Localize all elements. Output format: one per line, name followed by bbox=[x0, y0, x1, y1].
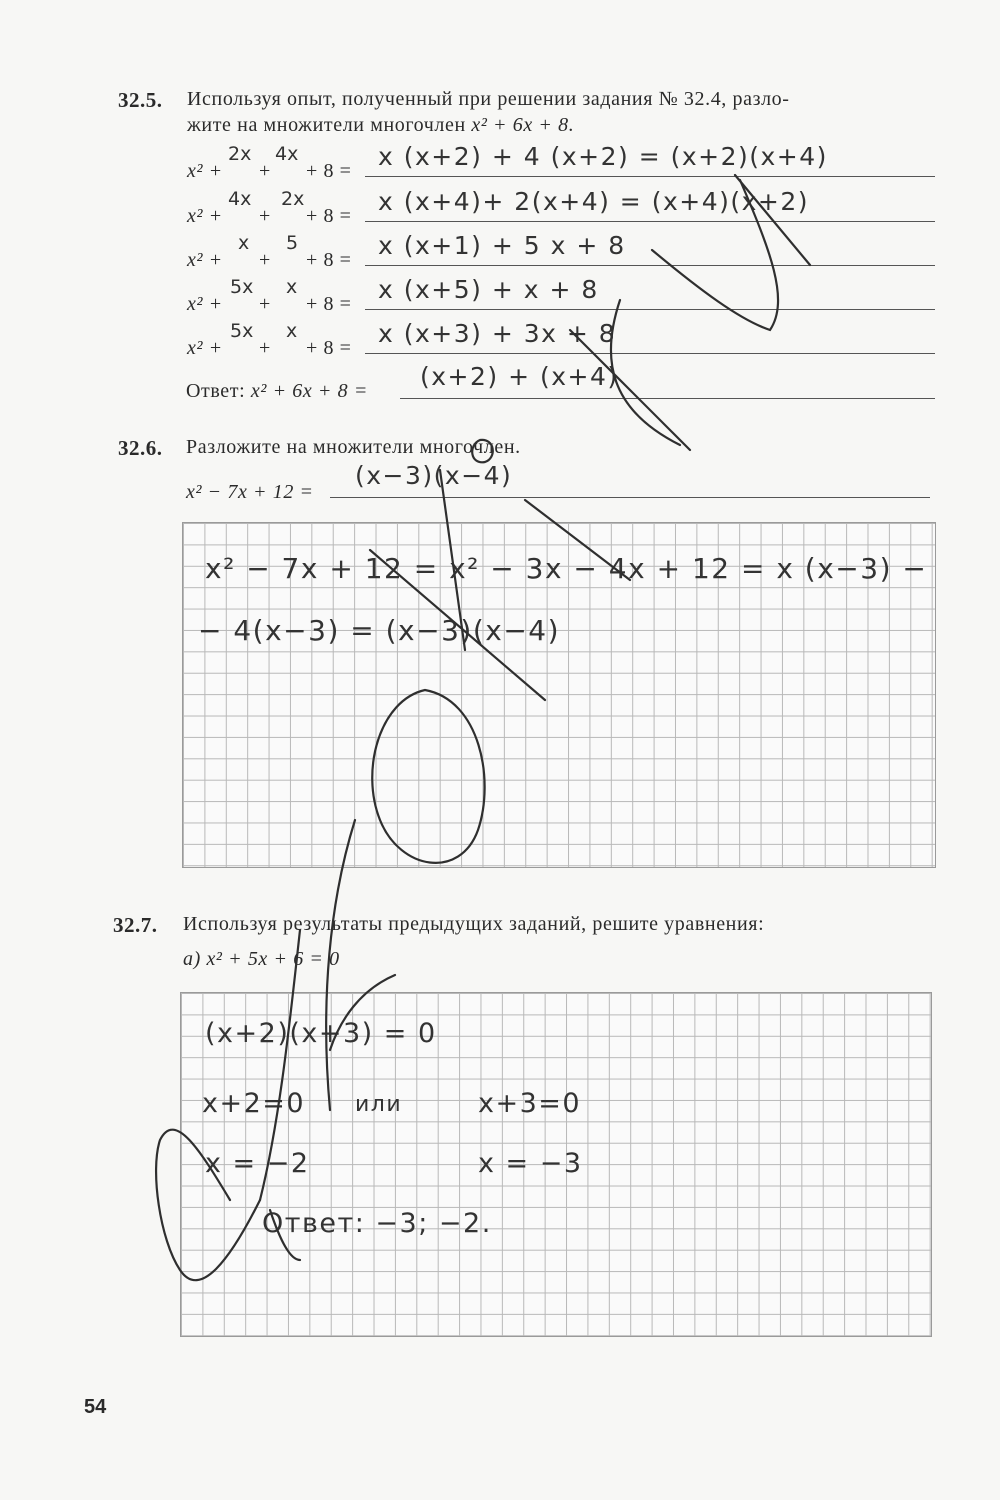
row-plus: + bbox=[259, 205, 271, 227]
answer-polynomial: x² + 6x + 8 = bbox=[250, 380, 368, 402]
task-32-7-answer: Ответ: −3; −2. bbox=[262, 1208, 492, 1239]
row-blank-1: 5x bbox=[230, 320, 254, 342]
row-answer: x (x+4)+ 2(x+4) = (x+4)(x+2) bbox=[378, 187, 810, 216]
row-rhs-end: + 8 = bbox=[306, 337, 352, 359]
task-32-7-sub-a: а) x² + 5x + 6 = 0 bbox=[183, 948, 340, 970]
answer-word: Ответ: bbox=[186, 380, 251, 402]
row-plus: + bbox=[259, 160, 271, 182]
row-answer: x (x+5) + x + 8 bbox=[378, 275, 599, 304]
row-answer: x (x+2) + 4 (x+2) = (x+2)(x+4) bbox=[378, 142, 828, 171]
task-32-6-answer-hand: (x−3)(x−4) bbox=[355, 461, 513, 490]
row-lhs: x² + bbox=[187, 337, 223, 359]
row-blank-1: x bbox=[238, 232, 250, 254]
task-32-5-answer-hand: (x+2) + (x+4) bbox=[420, 362, 619, 391]
row-lhs: x² + bbox=[187, 205, 223, 227]
row-rhs-end: + 8 = bbox=[306, 249, 352, 271]
row-blank-1: 5x bbox=[230, 276, 254, 298]
row-answer: x (x+3) + 3x + 8 bbox=[378, 319, 617, 348]
task-32-7-work-or: или bbox=[355, 1092, 403, 1117]
task-32-6-answer-line bbox=[330, 497, 930, 498]
answer-line bbox=[365, 265, 935, 266]
row-rhs-end: + 8 = bbox=[306, 205, 352, 227]
task-32-5-polynomial: x² + 6x + 8. bbox=[471, 114, 575, 136]
row-blank-2: 5 bbox=[286, 232, 299, 254]
task-32-6-polynomial: x² − 7x + 12 = bbox=[186, 481, 314, 503]
row-blank-1: 2x bbox=[228, 143, 252, 165]
task-32-5-text-line1: Используя опыт, полученный при решении задания № 32.4, разло- bbox=[187, 88, 790, 110]
answer-line bbox=[365, 221, 935, 222]
task-32-7-root-1: x = −2 bbox=[205, 1148, 310, 1179]
task-32-5-text-line2 bbox=[187, 114, 574, 137]
task-number-32-6: 32.6. bbox=[118, 436, 163, 460]
answer-line bbox=[365, 353, 935, 354]
row-plus: + bbox=[259, 337, 271, 359]
row-answer: x (x+1) + 5 x + 8 bbox=[378, 231, 626, 260]
row-blank-1: 4x bbox=[228, 188, 252, 210]
task-32-7-work-x2: x+2=0 bbox=[202, 1088, 306, 1119]
row-blank-2: 4x bbox=[275, 143, 299, 165]
task-32-7-root-2: x = −3 bbox=[478, 1148, 583, 1179]
task-32-5-answer-label bbox=[186, 380, 368, 403]
row-rhs-end: + 8 = bbox=[306, 293, 352, 315]
answer-line bbox=[365, 176, 935, 177]
row-blank-2: x bbox=[286, 276, 298, 298]
row-blank-2: x bbox=[286, 320, 298, 342]
task-32-5-text-prefix: жите на множители многочлен bbox=[187, 114, 472, 136]
row-rhs-end: + 8 = bbox=[306, 160, 352, 182]
row-lhs: x² + bbox=[187, 160, 223, 182]
task-32-7-work-x3: x+3=0 bbox=[478, 1088, 582, 1119]
task-32-6-work-line2: − 4(x−3) = (x−3)(x−4) bbox=[198, 614, 561, 647]
task-32-6-work-line1: x² − 7x + 12 = x² − 3x − 4x + 12 = x (x−3) − bbox=[205, 552, 928, 585]
task-number-32-5: 32.5. bbox=[118, 88, 163, 112]
row-plus: + bbox=[259, 293, 271, 315]
row-blank-2: 2x bbox=[281, 188, 305, 210]
task-32-5-answer-line bbox=[400, 398, 935, 399]
task-32-7-text: Используя результаты предыдущих заданий, решите уравнения: bbox=[183, 913, 765, 935]
row-lhs: x² + bbox=[187, 249, 223, 271]
task-32-6-text: Разложите на множители многочлен. bbox=[186, 436, 521, 458]
task-32-7-work-line1: (x+2)(x+3) = 0 bbox=[205, 1018, 437, 1049]
row-plus: + bbox=[259, 249, 271, 271]
row-lhs: x² + bbox=[187, 293, 223, 315]
page-number: 54 bbox=[84, 1396, 107, 1418]
task-number-32-7: 32.7. bbox=[113, 913, 158, 937]
answer-line bbox=[365, 309, 935, 310]
